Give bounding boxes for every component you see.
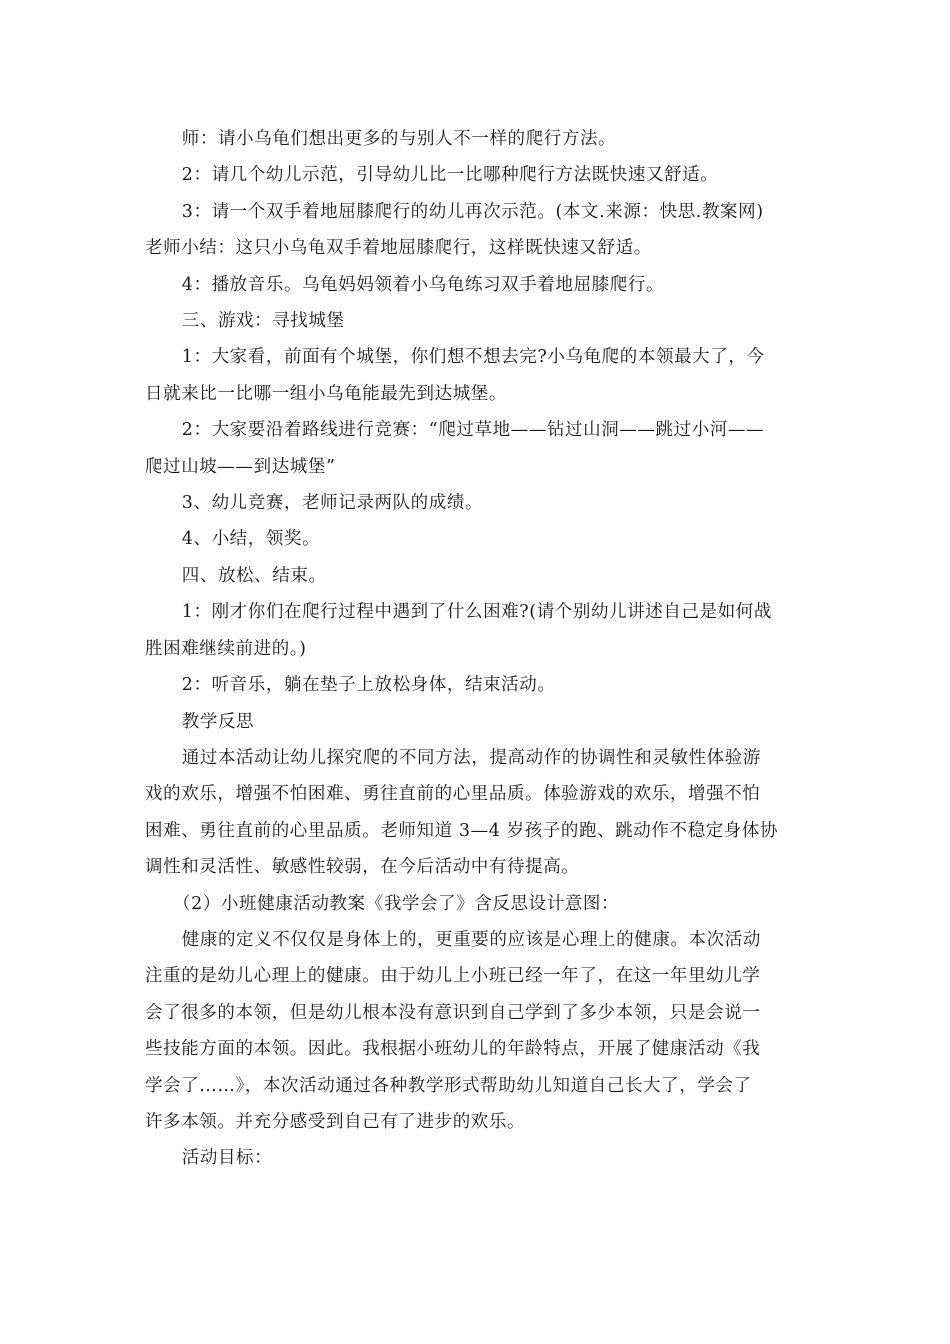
text-line: 健康的定义不仅仅是身体上的，更重要的应该是心理上的健康。本次活动 — [181, 929, 761, 950]
section-heading — [145, 704, 807, 740]
paragraph — [145, 594, 807, 667]
text-line: 2：大家要沿着路线进行竞赛：“爬过草地——钻过山洞——跳过小河—— — [181, 420, 765, 441]
paragraph — [145, 485, 807, 521]
text-line: 调性和灵活性、敏感性较弱，在今后活动中有待提高。 — [145, 857, 580, 878]
section-heading — [145, 558, 807, 594]
paragraph — [145, 194, 807, 267]
paragraph — [145, 339, 807, 412]
paragraph — [145, 922, 807, 1140]
text-line: 学会了……》，本次活动通过各种教学形式帮助幼儿知道自己长大了，学会了 — [145, 1075, 752, 1096]
text-line: 四、放松、结束。 — [181, 565, 327, 586]
text-line: 4：播放音乐。乌龟妈妈领着小乌龟练习双手着地屈膝爬行。 — [181, 274, 665, 295]
text-line: 4、小结，领奖。 — [181, 529, 321, 550]
text-line: 1：大家看，前面有个城堡，你们想不想去完?小乌龟爬的本领最大了，今 — [181, 347, 765, 368]
text-line: 三、游戏：寻找城堡 — [181, 311, 345, 332]
text-line: 通过本活动让幼儿探究爬的不同方法，提高动作的协调性和灵敏性体验游 — [181, 747, 761, 768]
paragraph — [145, 157, 807, 193]
section-heading — [145, 1140, 807, 1176]
text-line: 爬过山坡——到达城堡” — [145, 456, 336, 477]
text-line: 3：请一个双手着地屈膝爬行的幼儿再次示范。(本文.来源：快思.教案网) — [181, 201, 764, 222]
paragraph — [145, 412, 807, 485]
text-line: 许多本领。并充分感受到自己有了进步的欢乐。 — [145, 1111, 526, 1132]
text-line: 活动目标： — [181, 1148, 273, 1169]
text-line: 老师小结：这只小乌龟双手着地屈膝爬行，这样既快速又舒适。 — [145, 238, 652, 259]
paragraph — [145, 740, 807, 886]
paragraph — [145, 667, 807, 703]
text-line: 2：听音乐，躺在垫子上放松身体，结束活动。 — [181, 675, 556, 696]
text-line: 2：请几个幼儿示范，引导幼儿比一比哪种爬行方法既快速又舒适。 — [181, 165, 719, 186]
section-heading — [145, 303, 807, 339]
text-line: 困难、勇往直前的心里品质。老师知道 3—4 岁孩子的跑、跳动作不稳定身体协 — [145, 820, 779, 841]
text-line: 3、幼儿竞赛，老师记录两队的成绩。 — [181, 493, 484, 514]
document-body — [145, 121, 807, 1177]
text-line: 戏的欢乐，增强不怕困难、勇往直前的心里品质。体验游戏的欢乐，增强不怕 — [145, 784, 761, 805]
section-heading — [145, 886, 807, 922]
text-line: 注重的是幼儿心理上的健康。由于幼儿上小班已经一年了，在这一年里幼儿学 — [145, 966, 761, 987]
text-line: 教学反思 — [181, 711, 255, 732]
text-line: 1：刚才你们在爬行过程中遇到了什么困难?(请个别幼儿讲述自己是如何战 — [181, 602, 772, 623]
text-line: 师：请小乌龟们想出更多的与别人不一样的爬行方法。 — [181, 129, 617, 149]
text-line: （2）小班健康活动教案《我学会了》含反思设计意图： — [173, 893, 620, 914]
text-line: 些技能方面的本领。因此。我根据小班幼儿的年龄特点，开展了健康活动《我 — [145, 1039, 761, 1060]
paragraph — [145, 267, 807, 303]
text-line: 日就来比一比哪一组小乌龟能最先到达城堡。 — [145, 383, 507, 404]
text-line: 胜困难继续前进的。) — [145, 638, 307, 659]
paragraph — [145, 121, 807, 157]
paragraph — [145, 521, 807, 557]
text-line: 会了很多的本领，但是幼儿根本没有意识到自己学到了多少本领，只是会说一 — [145, 1002, 761, 1023]
